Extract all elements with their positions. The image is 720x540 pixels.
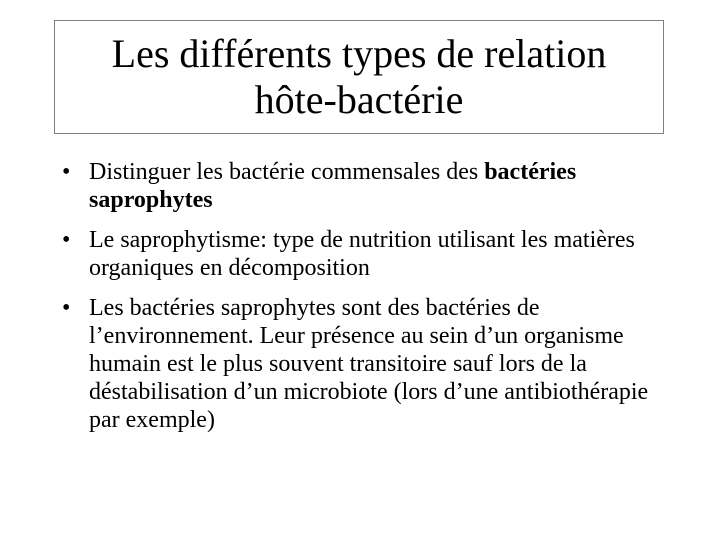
bullet-text: Le saprophytisme: type de nutrition utilisant les matières organiques en décomposition — [89, 227, 635, 281]
slide-content — [62, 158, 672, 446]
bullet-item-commensales — [62, 158, 672, 214]
bullet-icon: • — [62, 159, 71, 185]
bullet-icon: • — [62, 227, 71, 253]
bullet-list — [62, 158, 672, 434]
slide-title: Les différents types de relation hôte-bactérie — [111, 31, 607, 122]
title-box — [54, 20, 664, 134]
bullet-item-environnement — [62, 294, 672, 434]
bullet-icon: • — [62, 295, 71, 321]
bullet-item-saprophytisme — [62, 226, 672, 282]
bullet-text: Distinguer les bactérie commensales des — [89, 159, 485, 185]
bullet-text: Les bactéries saprophytes sont des bactéries de l’environnement. Leur présence au sein d’un organisme humain est le plus souvent transitoire sauf lors de la déstabilisation d’un microbiote (lors d’une antibiothérapie par exemple) — [89, 295, 649, 433]
bullet-bold-text: bactéries saprophytes — [89, 159, 577, 213]
